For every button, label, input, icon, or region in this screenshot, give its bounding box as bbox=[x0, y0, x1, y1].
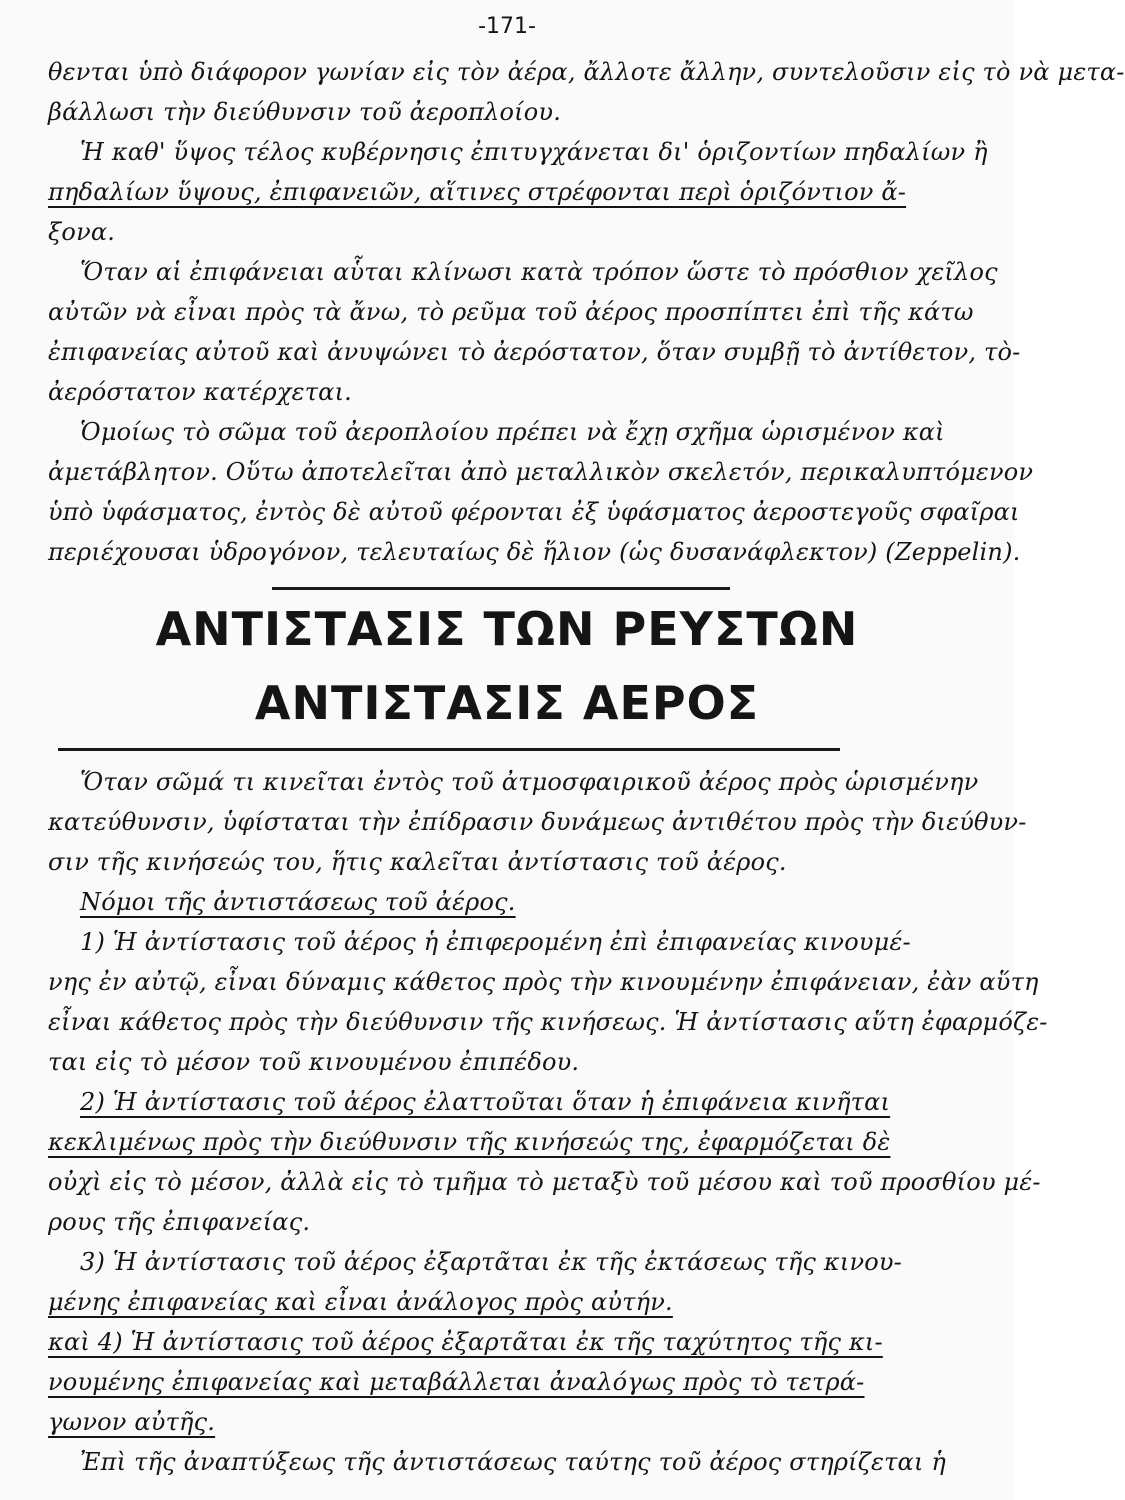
paragraph-block-air-resistance bbox=[48, 762, 1048, 1482]
text-line: ἀερόστατον κατέρχεται. bbox=[48, 378, 353, 406]
text-line: αὐτῶν νὰ εἶναι πρὸς τὰ ἄνω, τὸ ρεῦμα τοῦ ἀέρος προσπίπτει ἐπὶ τῆς κάτω bbox=[48, 298, 974, 326]
text-line: σιν τῆς κινήσεώς του, ἥτις καλεῖται ἀντίστασις τοῦ ἀέρος. bbox=[48, 848, 787, 876]
text-line: Ἐπὶ τῆς ἀναπτύξεως τῆς ἀντιστάσεως ταύτης τοῦ ἀέρος στηρίζεται ἡ bbox=[80, 1448, 946, 1476]
heading-underline bbox=[58, 748, 840, 751]
text-line: καὶ 4) Ἡ ἀντίστασις τοῦ ἀέρος ἐξαρτᾶται ἐκ τῆς ταχύτητος τῆς κι- bbox=[48, 1328, 883, 1356]
text-line: ἀμετάβλητον. Οὕτω ἀποτελεῖται ἀπὸ μεταλλικὸν σκελετόν, περικαλυπτόμενον bbox=[48, 458, 1034, 486]
text-line: Ὁμοίως τὸ σῶμα τοῦ ἀεροπλοίου πρέπει νὰ ἔχῃ σχῆμα ὡρισμένον καὶ bbox=[80, 418, 945, 446]
text-line: γωνον αὐτῆς. bbox=[48, 1408, 216, 1436]
heading-fluid-resistance: ΑΝΤΙΣΤΑΣΙΣ ΤΩΝ ΡΕΥΣΤΩΝ bbox=[155, 602, 859, 656]
text-line: πηδαλίων ὕψους, ἐπιφανειῶν, αἵτινες στρέφονται περὶ ὁριζόντιον ἄ- bbox=[48, 178, 907, 206]
text-line: νουμένης ἐπιφανείας καὶ μεταβάλλεται ἀναλόγως πρὸς τὸ τετρά- bbox=[48, 1368, 865, 1396]
text-line: ρους τῆς ἐπιφανείας. bbox=[48, 1208, 311, 1236]
divider-rule bbox=[272, 587, 730, 590]
text-line: ἐπιφανείας αὐτοῦ καὶ ἀνυψώνει τὸ ἀερόστατον, ὅταν συμβῇ τὸ ἀντίθετον, τὸ- bbox=[48, 338, 1021, 366]
text-line: ὑπὸ ὑφάσματος, ἐντὸς δὲ αὐτοῦ φέρονται ἐξ ὑφάσματος ἀεροστεγοῦς σφαῖραι bbox=[48, 498, 1020, 526]
text-line: ται εἰς τὸ μέσον τοῦ κινουμένου ἐπιπέδου. bbox=[48, 1048, 580, 1076]
text-line: ξονα. bbox=[48, 218, 116, 246]
text-line: περιέχουσαι ὑδρογόνον, τελευταίως δὲ ἥλιον (ὡς δυσανάφλεκτον) (Zeppelin). bbox=[48, 538, 1021, 566]
text-line: θενται ὑπὸ διάφορον γωνίαν εἰς τὸν ἀέρα, ἄλλοτε ἄλλην, συντελοῦσιν εἰς τὸ νὰ μετα- bbox=[48, 58, 1125, 86]
text-line: κατεύθυνσιν, ὑφίσταται τὴν ἐπίδρασιν δυνάμεως ἀντιθέτου πρὸς τὴν διεύθυν- bbox=[48, 808, 1027, 836]
text-line: 1) Ἡ ἀντίστασις τοῦ ἀέρος ἡ ἐπιφερομένη ἐπὶ ἐπιφανείας κινουμέ- bbox=[80, 928, 911, 956]
text-line: νης ἐν αὐτῷ, εἶναι δύναμις κάθετος πρὸς τὴν κινουμένην ἐπιφάνειαν, ἐὰν αὕτη bbox=[48, 968, 1039, 996]
heading-air-resistance: ΑΝΤΙΣΤΑΣΙΣ ΑΕΡΟΣ bbox=[254, 676, 760, 730]
text-line: βάλλωσι τὴν διεύθυνσιν τοῦ ἀεροπλοίου. bbox=[48, 98, 562, 126]
text-line: οὐχὶ εἰς τὸ μέσον, ἀλλὰ εἰς τὸ τμῆμα τὸ μεταξὺ τοῦ μέσου καὶ τοῦ προσθίου μέ- bbox=[48, 1168, 1041, 1196]
text-line: Ὅταν αἱ ἐπιφάνειαι αὗται κλίνωσι κατὰ τρόπον ὥστε τὸ πρόσθιον χεῖλος bbox=[80, 258, 998, 286]
laws-title: Νόμοι τῆς ἀντιστάσεως τοῦ ἀέρος. bbox=[80, 888, 516, 916]
text-line: 3) Ἡ ἀντίστασις τοῦ ἀέρος ἐξαρτᾶται ἐκ τῆς ἐκτάσεως τῆς κινου- bbox=[80, 1248, 902, 1276]
page-number: -171- bbox=[478, 14, 536, 39]
text-line: Ἡ καθ' ὕψος τέλος κυβέρνησις ἐπιτυγχάνεται δι' ὁριζοντίων πηδαλίων ἢ bbox=[80, 138, 988, 166]
paragraph-block-aircraft-control bbox=[48, 52, 1125, 572]
text-line: 2) Ἡ ἀντίστασις τοῦ ἀέρος ἐλαττοῦται ὅταν ἡ ἐπιφάνεια κινῆται bbox=[80, 1088, 891, 1116]
text-line: κεκλιμένως πρὸς τὴν διεύθυνσιν τῆς κινήσεώς της, ἐφαρμόζεται δὲ bbox=[48, 1128, 891, 1156]
text-line: μένης ἐπιφανείας καὶ εἶναι ἀνάλογος πρὸς αὐτήν. bbox=[48, 1288, 673, 1316]
text-line: εἶναι κάθετος πρὸς τὴν διεύθυνσιν τῆς κινήσεως. Ἡ ἀντίστασις αὕτη ἐφαρμόζε- bbox=[48, 1008, 1048, 1036]
text-line: Ὅταν σῶμά τι κινεῖται ἐντὸς τοῦ ἀτμοσφαιρικοῦ ἀέρος πρὸς ὡρισμένην bbox=[80, 768, 979, 796]
